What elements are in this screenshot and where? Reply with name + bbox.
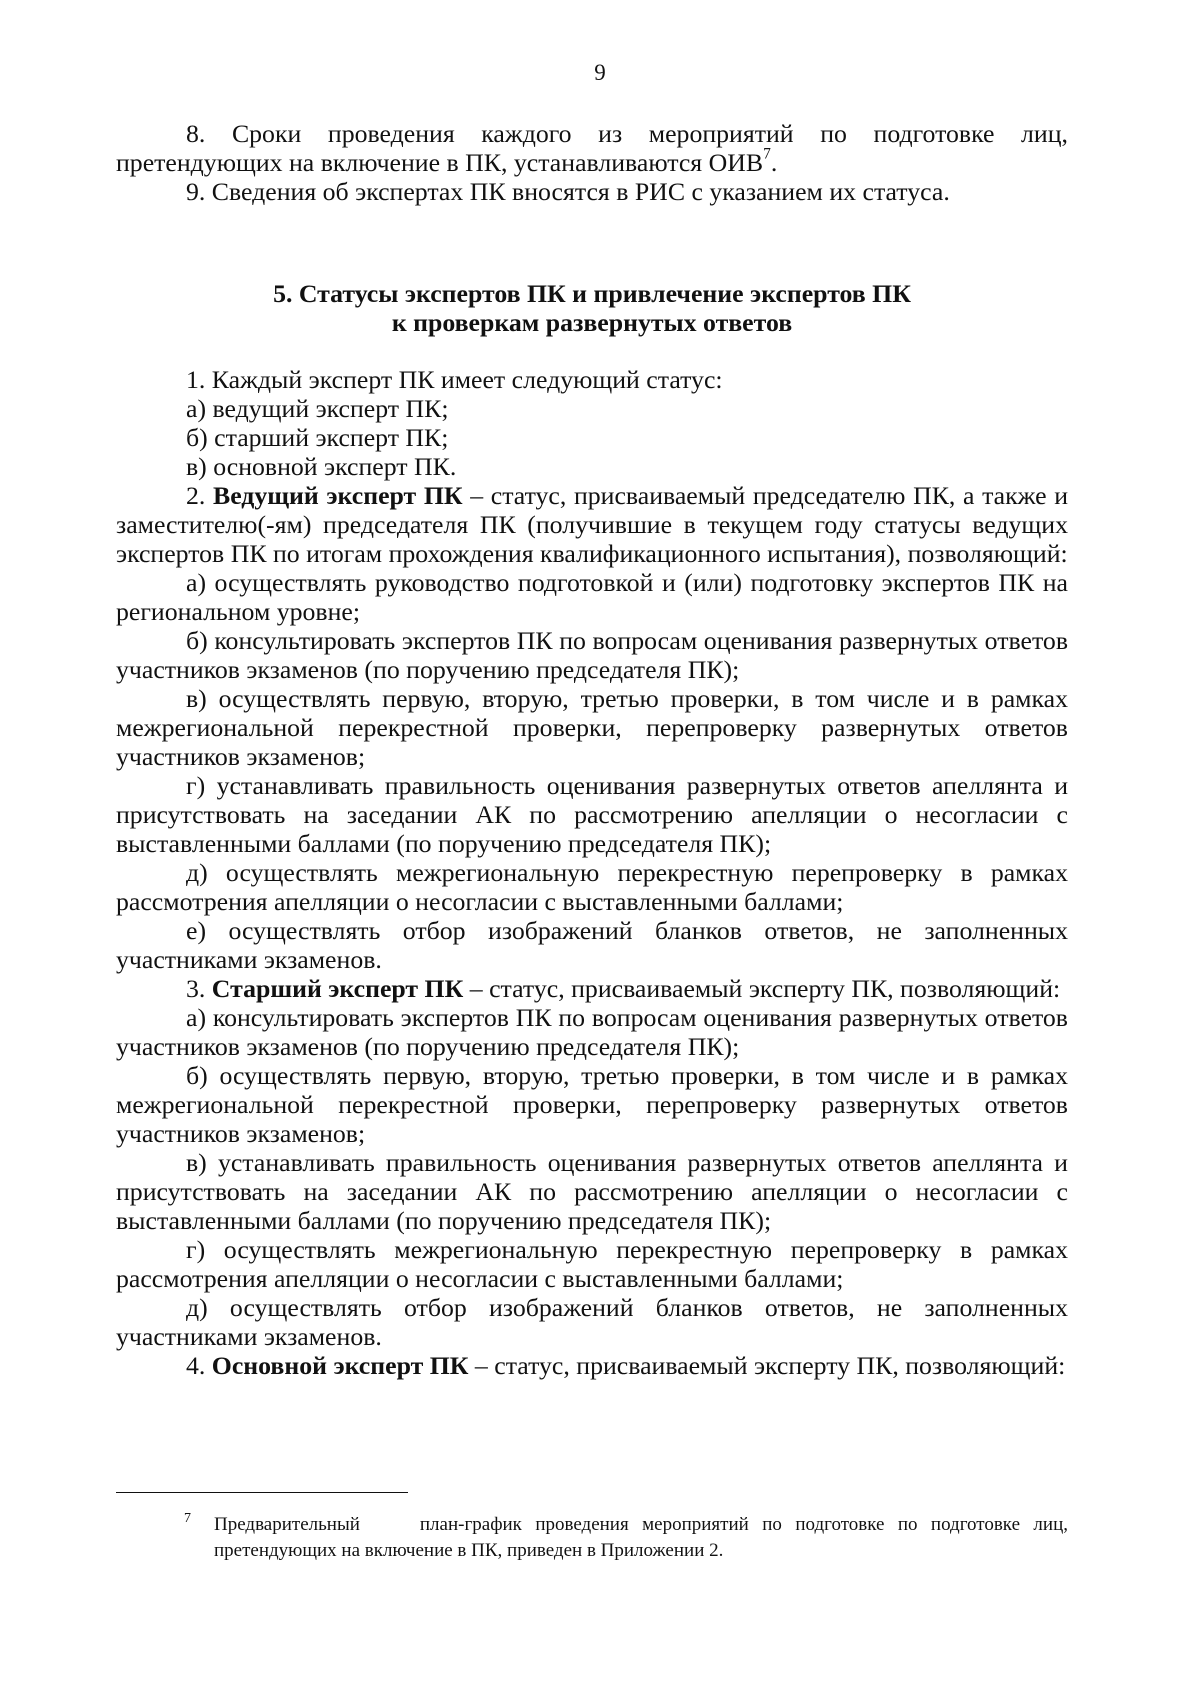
item-3: 3. Старший эксперт ПК – статус, присваиваемый эксперту ПК, позволяющий: — [186, 974, 1061, 1003]
item-2-d: г) устанавливать правильность оценивания развернутых ответов апеллянта и присутствовать на заседании АК по рассмотрению апелляции о несогласии с выставленными баллами (по поручению председателя ПК); — [116, 771, 1068, 858]
item-2-f: е) осуществлять отбор изображений бланков ответов, не заполненных участниками экзаменов. — [116, 916, 1068, 974]
footnote-text: Предварительный план-график проведения мероприятий по подготовке по подготовке лиц, претендующих на включение в ПК, приведен в Приложении 2. — [214, 1514, 1068, 1561]
page-number: 9 — [594, 60, 606, 85]
paragraph-9: 9. Сведения об экспертах ПК вносятся в РИС с указанием их статуса. — [186, 177, 950, 206]
footnote-mark: 7 — [184, 1511, 191, 1526]
item-2-b: б) консультировать экспертов ПК по вопросам оценивания развернутых ответов участников экзаменов (по поручению председателя ПК); — [116, 626, 1068, 684]
lead-expert-term: Ведущий эксперт ПК — [212, 481, 463, 510]
section-heading — [116, 279, 1068, 337]
item-2-c: в) осуществлять первую, вторую, третью проверки, в том числе и в рамках межрегиональной перекрестной проверки, перепроверку развернутых ответов участников экзаменов; — [116, 684, 1068, 771]
item-1: 1. Каждый эксперт ПК имеет следующий статус: — [186, 365, 723, 394]
item-2-a: а) осуществлять руководство подготовкой и (или) подготовку экспертов ПК на региональном уровне; — [116, 568, 1068, 626]
item-3-c: в) устанавливать правильность оценивания развернутых ответов апеллянта и присутствовать на заседании АК по рассмотрению апелляции о несогласии с выставленными баллами (по поручению председателя ПК); — [116, 1148, 1068, 1235]
item-3-e: д) осуществлять отбор изображений бланков ответов, не заполненных участниками экзаменов. — [116, 1293, 1068, 1351]
item-1-a: а) ведущий эксперт ПК; — [186, 394, 449, 423]
item-4: 4. Основной эксперт ПК – статус, присваиваемый эксперту ПК, позволяющий: — [186, 1351, 1066, 1380]
top-paragraphs — [116, 119, 1068, 206]
section-body — [116, 365, 1068, 1380]
item-3-a: а) консультировать экспертов ПК по вопросам оценивания развернутых ответов участников экзаменов (по поручению председателя ПК); — [116, 1003, 1068, 1061]
footnote — [116, 1512, 1068, 1564]
main-expert-term: Основной эксперт ПК — [211, 1351, 469, 1380]
item-1-c: в) основной эксперт ПК. — [186, 452, 457, 481]
item-3-d: г) осуществлять межрегиональную перекрестную перепроверку в рамках рассмотрения апелляции о несогласии с выставленными баллами; — [116, 1235, 1068, 1293]
footnote-divider — [116, 1492, 408, 1493]
item-2: 2. Ведущий эксперт ПК – статус, присваиваемый председателю ПК, а также и заместителю(-ям) председателя ПК (получившие в текущем году статусы ведущих экспертов ПК по итогам прохождения квалификационного испытания), позволяющий: — [116, 481, 1069, 568]
senior-expert-term: Старший эксперт ПК — [211, 974, 464, 1003]
item-1-b: б) старший эксперт ПК; — [186, 423, 449, 452]
paragraph-8: 8. Сроки проведения каждого из мероприятий по подготовке лиц, претендующих на включение в ПК, устанавливаются ОИВ$^7$. — [116, 119, 1068, 177]
section-title-line-1: 5. Статусы экспертов ПК и привлечение экспертов ПК — [273, 279, 911, 308]
item-3-b: б) осуществлять первую, вторую, третью проверки, в том числе и в рамках межрегиональной перекрестной проверки, перепроверку развернутых ответов участников экзаменов; — [116, 1061, 1068, 1148]
section-title-line-2: к проверкам развернутых ответов — [391, 308, 793, 337]
footnote-ref[interactable]: 7 — [763, 145, 771, 163]
item-2-e: д) осуществлять межрегиональную перекрестную перепроверку в рамках рассмотрения апелляции о несогласии с выставленными баллами; — [116, 858, 1068, 916]
